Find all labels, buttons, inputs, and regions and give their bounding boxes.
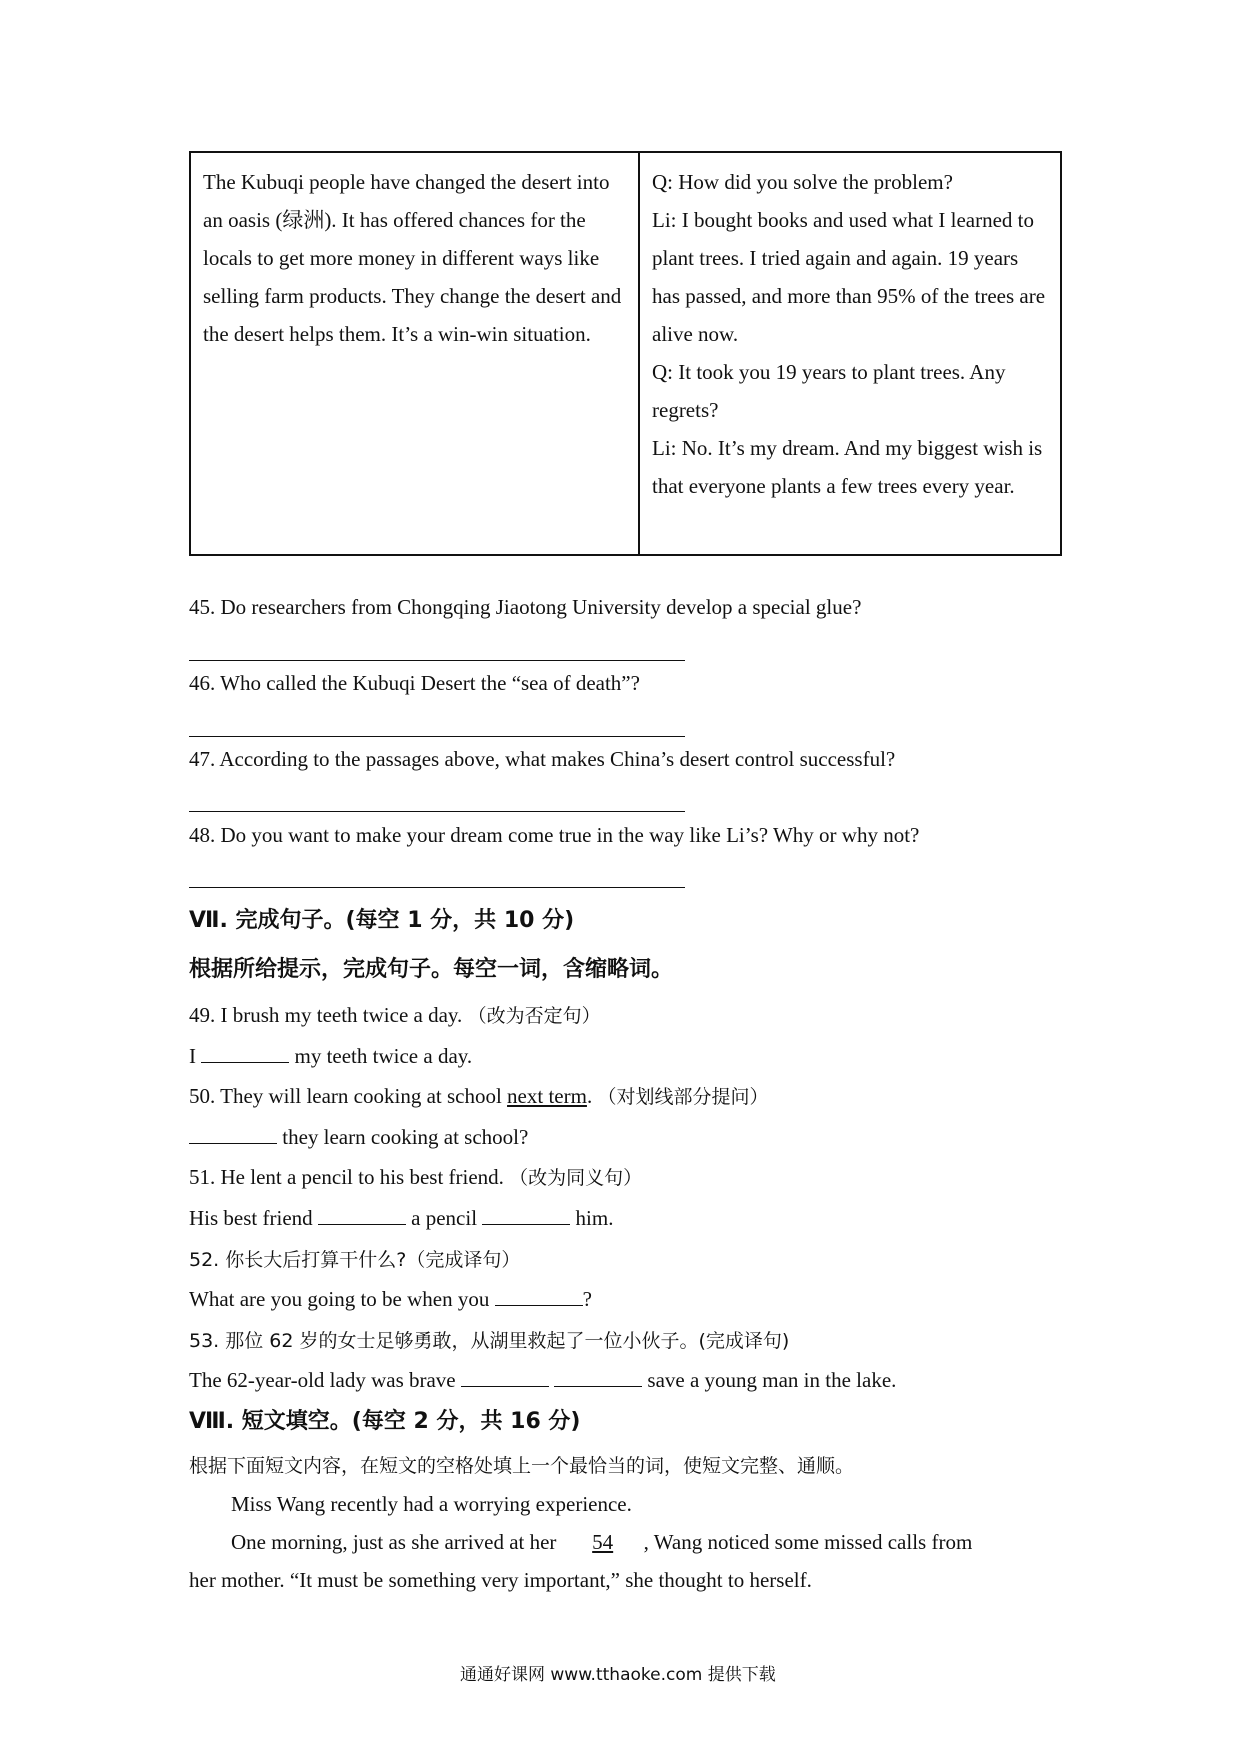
- question-47: 47. According to the passages above, what makes China’s desert control successful?: [189, 747, 896, 771]
- blank-54[interactable]: 54: [592, 1530, 614, 1554]
- table-cell-right: [640, 153, 1060, 554]
- question-51-hint: （改为同义句）: [509, 1167, 643, 1189]
- reading-table: [189, 151, 1062, 556]
- question-49: [189, 1001, 601, 1028]
- passage-line-2-start: One morning, just as she arrived at her: [231, 1530, 557, 1554]
- question-50-underlined: next term: [507, 1084, 587, 1108]
- section-7-instruction: 根据所给提示，完成句子。每空一词，含缩略词。: [189, 957, 674, 982]
- answer-53: [189, 1366, 896, 1393]
- section-7-heading: Ⅶ. 完成句子。(每空 1 分，共 10 分): [189, 908, 575, 933]
- blank-51a[interactable]: [318, 1204, 406, 1225]
- answer-51-mid: a pencil: [411, 1206, 478, 1230]
- question-49-hint: （改为否定句）: [467, 1005, 601, 1027]
- answer-53-start: The 62-year-old lady was brave: [189, 1368, 456, 1392]
- question-51-prompt: 51. He lent a pencil to his best friend.: [189, 1165, 504, 1189]
- blank-53a[interactable]: [461, 1366, 549, 1387]
- answer-51-end: him.: [575, 1206, 614, 1230]
- answer-51: [189, 1204, 613, 1231]
- answer-52: [189, 1285, 592, 1312]
- section-8-instruction: 根据下面短文内容，在短文的空格处填上一个最恰当的词，使短文完整、通顺。: [189, 1455, 855, 1477]
- question-50-prompt-start: 50. They will learn cooking at school: [189, 1084, 508, 1108]
- answer-50-end: they learn cooking at school?: [282, 1125, 529, 1149]
- section-8-heading: Ⅷ. 短文填空。(每空 2 分，共 16 分): [189, 1409, 581, 1434]
- page-footer: 通通好课网 www.tthaoke.com 提供下载: [460, 1665, 776, 1685]
- passage-line-3: her mother. “It must be something very important,” she thought to herself.: [189, 1568, 812, 1592]
- question-45: 45. Do researchers from Chongqing Jiaotong University develop a special glue?: [189, 595, 862, 619]
- interview-line: Li: I bought books and used what I learned to plant trees. I tried again and again. 19 years has passed, and more than 95% of the trees are alive now.: [652, 208, 1046, 346]
- question-50-prompt-end: .: [586, 1084, 593, 1108]
- answer-51-start: His best friend: [189, 1206, 313, 1230]
- answer-line-47[interactable]: [189, 811, 685, 812]
- answer-line-48[interactable]: [189, 887, 685, 888]
- blank-53b[interactable]: [554, 1366, 642, 1387]
- question-50-hint: （对划线部分提问）: [597, 1086, 769, 1108]
- question-46: 46. Who called the Kubuqi Desert the “sea of death”?: [189, 671, 640, 695]
- blank-50[interactable]: [189, 1123, 277, 1144]
- blank-49[interactable]: [201, 1042, 289, 1063]
- answer-53-end: save a young man in the lake.: [647, 1368, 897, 1392]
- passage-line-2-end: , Wang noticed some missed calls from: [643, 1530, 973, 1554]
- question-49-prompt: 49. I brush my teeth twice a day.: [189, 1003, 463, 1027]
- question-51: [189, 1163, 642, 1190]
- interview-line: Q: It took you 19 years to plant trees. Any regrets?: [652, 360, 1006, 422]
- answer-49-end: my teeth twice a day.: [294, 1044, 473, 1068]
- passage-line-1: Miss Wang recently had a worrying experience.: [231, 1492, 632, 1516]
- interview-line: Li: No. It’s my dream. And my biggest wish is that everyone plants a few trees every year.: [652, 436, 1043, 498]
- answer-49: [189, 1042, 472, 1069]
- question-48: 48. Do you want to make your dream come true in the way like Li’s? Why or why not?: [189, 823, 920, 847]
- interview-line: Q: How did you solve the problem?: [652, 170, 953, 194]
- blank-51b[interactable]: [482, 1204, 570, 1225]
- answer-line-46[interactable]: [189, 736, 685, 737]
- question-52: 52. 你长大后打算干什么?（完成译句）: [189, 1249, 521, 1271]
- answer-line-45[interactable]: [189, 660, 685, 661]
- answer-49-start: I: [189, 1044, 196, 1068]
- question-53: 53. 那位 62 岁的女士足够勇敢，从湖里救起了一位小伙子。(完成译句): [189, 1330, 790, 1352]
- answer-52-end: ?: [582, 1287, 592, 1311]
- table-cell-left: [191, 153, 640, 554]
- question-50: [189, 1082, 768, 1109]
- answer-52-start: What are you going to be when you: [189, 1287, 490, 1311]
- answer-50: [189, 1123, 528, 1150]
- kubuqi-paragraph: The Kubuqi people have changed the desert into an oasis (绿洲). It has offered chances for the locals to get more money in different ways like selling farm products. They change the desert and the desert helps them. It’s a win-win situation.: [203, 170, 622, 346]
- passage-line-2: [231, 1530, 972, 1555]
- blank-52[interactable]: [495, 1285, 583, 1306]
